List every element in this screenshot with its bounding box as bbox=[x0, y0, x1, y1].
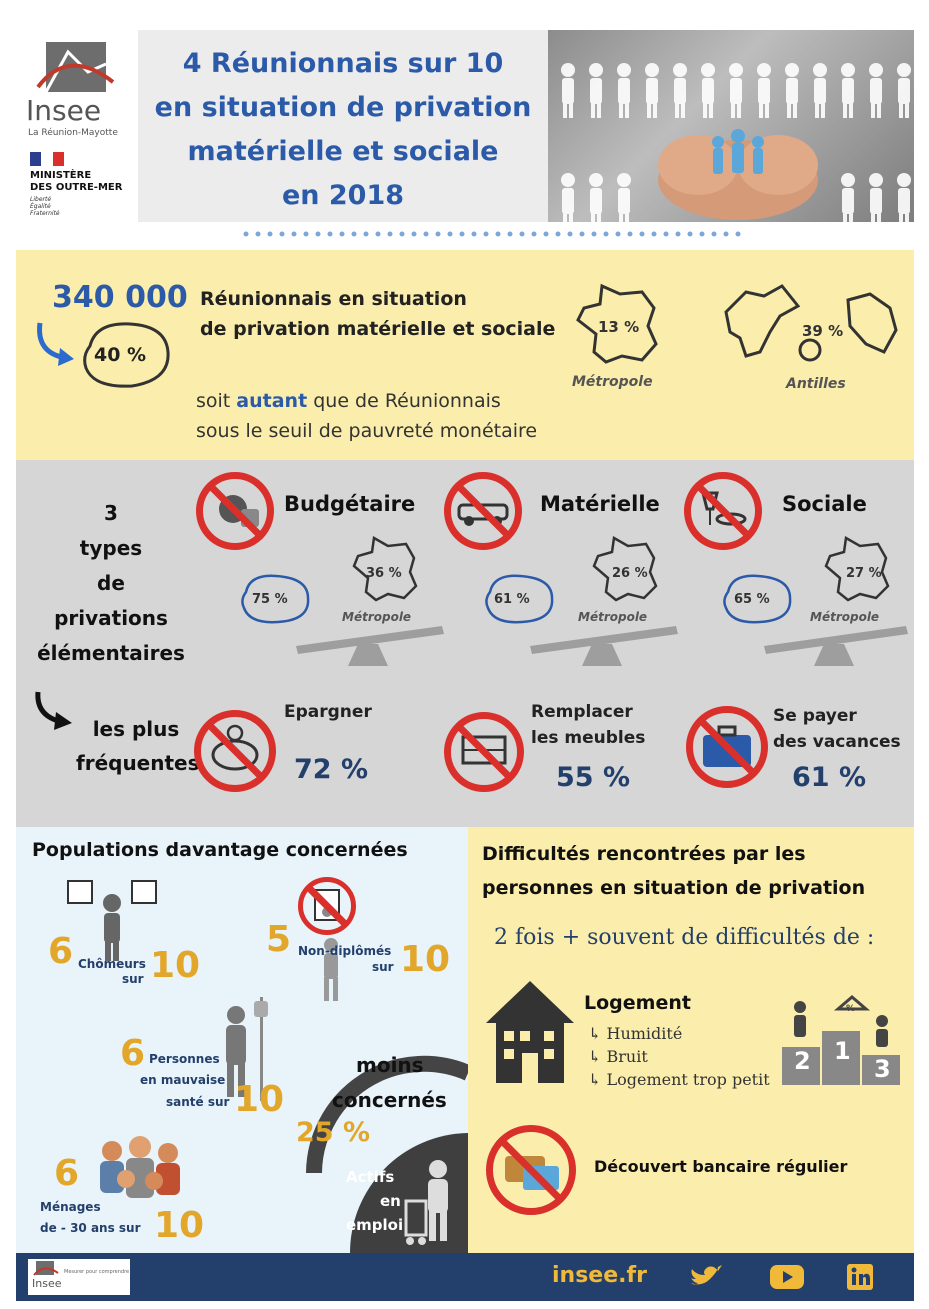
types-heading-3: de bbox=[97, 571, 125, 595]
frequent-pct-3: 61 % bbox=[792, 762, 867, 793]
moins-line1: moins bbox=[356, 1053, 424, 1077]
difficulties-section bbox=[468, 827, 914, 1253]
menages-label2: de - 30 ans sur bbox=[40, 1221, 141, 1235]
type-sociale bbox=[684, 470, 914, 670]
logement-item-1-text: Humidité bbox=[606, 1024, 683, 1043]
no-savings-piggy-icon bbox=[194, 710, 276, 792]
page-title bbox=[138, 30, 548, 222]
types-heading-5: élémentaires bbox=[37, 641, 185, 665]
frequent-heading-1: les plus bbox=[92, 717, 180, 741]
non-diplomes-n: 5 bbox=[266, 919, 292, 960]
types-heading-2: types bbox=[79, 536, 143, 560]
motto-1: Liberté bbox=[30, 196, 52, 203]
overview-count: 340 000 bbox=[52, 280, 188, 315]
decouvert-label: Découvert bancaire régulier bbox=[594, 1157, 848, 1176]
frequent-label-3a: Se payer bbox=[773, 706, 857, 726]
linkedin-icon[interactable] bbox=[846, 1263, 874, 1291]
actifs-line2: en bbox=[380, 1192, 401, 1210]
overview-note-line2: sous le seuil de pauvreté monétaire bbox=[196, 420, 538, 442]
title-line-1: 4 Réunionnais sur 10 bbox=[182, 48, 504, 79]
type-name-sociale: Sociale bbox=[782, 492, 867, 516]
insee-logo-icon bbox=[28, 42, 118, 92]
podium-3: 3 bbox=[874, 1055, 891, 1083]
podium-badge: % bbox=[846, 1004, 856, 1014]
moins-line2: concernés bbox=[332, 1088, 447, 1112]
types-heading bbox=[16, 496, 206, 671]
header-photo-hands-family bbox=[548, 30, 914, 222]
frequent-heading bbox=[76, 712, 200, 780]
french-flag-icon bbox=[30, 152, 64, 166]
logement-item-1 bbox=[588, 1024, 682, 1043]
no-furniture-icon bbox=[444, 712, 524, 792]
logement-item-2 bbox=[588, 1047, 648, 1066]
types-heading-4: privations bbox=[54, 606, 168, 630]
type-materielle bbox=[444, 470, 684, 670]
antilles-pct: 39 % bbox=[802, 322, 844, 340]
note-prefix: soit bbox=[196, 390, 237, 412]
title-line-4: en 2018 bbox=[281, 180, 405, 211]
footer-insee-logo[interactable] bbox=[28, 1259, 130, 1295]
difficulties-heading-2: personnes en situation de privation bbox=[482, 877, 866, 899]
difficulties-heading-1: Difficultés rencontrées par les bbox=[482, 843, 806, 865]
menages-d: 10 bbox=[154, 1205, 205, 1246]
no-money-icon bbox=[196, 472, 274, 550]
insee-logo-sub: La Réunion-Mayotte bbox=[28, 128, 118, 138]
metropole-label: Métropole bbox=[572, 374, 653, 390]
menages-label1: Ménages bbox=[40, 1200, 101, 1214]
note-highlight: autant bbox=[236, 390, 308, 412]
overview-section bbox=[16, 250, 914, 460]
logement-title: Logement bbox=[584, 992, 691, 1014]
dotted-divider bbox=[242, 230, 742, 238]
type-name-materielle: Matérielle bbox=[540, 492, 660, 516]
type-budgetaire bbox=[196, 470, 436, 670]
hook-arrow-icon: ↳ bbox=[588, 1070, 607, 1089]
sante-label2: en mauvaise bbox=[140, 1073, 226, 1087]
logement-item-3 bbox=[588, 1070, 770, 1089]
non-diplomes-label2: sur bbox=[372, 960, 394, 974]
actifs-pct: 25 % bbox=[296, 1117, 371, 1148]
type-metropole-label: Métropole bbox=[578, 610, 648, 624]
difficulties-subheading: 2 fois + souvent de difficultés de : bbox=[494, 925, 875, 950]
no-diploma-icon bbox=[298, 877, 356, 935]
chomeurs-label2: sur bbox=[122, 972, 144, 986]
frequent-pct-1: 72 % bbox=[294, 754, 369, 785]
overview-count-text-2: de privation matérielle et sociale bbox=[200, 318, 556, 340]
type-name-budgetaire: Budgétaire bbox=[284, 492, 416, 516]
footer-logo-text: Insee bbox=[32, 1277, 62, 1290]
type-metropole-label: Métropole bbox=[342, 610, 412, 624]
frequent-pct-2: 55 % bbox=[556, 762, 631, 793]
frequent-heading-2: fréquentes bbox=[76, 751, 200, 775]
non-diplomes-d: 10 bbox=[400, 939, 451, 980]
worker-trolley-icon bbox=[402, 1157, 464, 1251]
populations-heading: Populations davantage concernées bbox=[32, 839, 408, 861]
curved-arrow-icon bbox=[30, 318, 80, 368]
motto-3: Fraternité bbox=[30, 210, 60, 217]
antilles-label: Antilles bbox=[786, 376, 846, 392]
type-metropole-pct: 36 % bbox=[366, 566, 402, 581]
overview-note-line1 bbox=[196, 390, 501, 412]
no-meal-icon bbox=[684, 472, 762, 550]
motto-2: Égalité bbox=[30, 203, 51, 210]
logement-item-2-text: Bruit bbox=[606, 1047, 648, 1066]
footer-logo-tagline: Mesurer pour comprendre bbox=[64, 1269, 130, 1275]
frequent-label-3b: des vacances bbox=[773, 732, 901, 752]
seesaw-icon bbox=[292, 620, 452, 670]
sante-n: 6 bbox=[120, 1033, 146, 1074]
reunion-pct: 40 % bbox=[94, 344, 147, 366]
chomeurs-label1: Chômeurs bbox=[78, 957, 146, 971]
frequent-label-2a: Remplacer bbox=[531, 702, 633, 722]
type-metropole-label: Métropole bbox=[810, 610, 880, 624]
paper-family-icon bbox=[548, 30, 914, 222]
type-metropole-pct: 26 % bbox=[612, 566, 648, 581]
seesaw-icon bbox=[760, 620, 912, 670]
no-bank-card-icon bbox=[486, 1125, 576, 1215]
unemployed-person-icon bbox=[62, 873, 162, 963]
insee-logo-block bbox=[18, 42, 138, 222]
non-diplomes-label1: Non-diplômés bbox=[298, 944, 392, 958]
sante-label3: santé sur bbox=[166, 1095, 230, 1109]
ministry-line2: DES OUTRE-MER bbox=[30, 182, 123, 193]
youtube-icon[interactable] bbox=[768, 1263, 806, 1291]
seesaw-icon bbox=[526, 620, 686, 670]
sante-d: 10 bbox=[234, 1079, 285, 1120]
hook-arrow-icon: ↳ bbox=[588, 1024, 607, 1043]
title-line-2: en situation de privation bbox=[154, 92, 532, 123]
no-car-icon bbox=[444, 472, 522, 550]
frequent-label-1: Epargner bbox=[284, 702, 372, 722]
chomeurs-d: 10 bbox=[150, 945, 201, 986]
no-vacation-suitcase-icon bbox=[686, 706, 768, 788]
young-household-icon bbox=[90, 1133, 190, 1213]
actifs-line3: emploi bbox=[346, 1216, 404, 1234]
insee-logo-icon bbox=[32, 1261, 60, 1277]
actifs-line1: Actifs bbox=[346, 1168, 395, 1186]
hook-arrow-icon: ↳ bbox=[588, 1047, 607, 1066]
curved-arrow-icon bbox=[32, 688, 78, 734]
footer-site-link[interactable]: insee.fr bbox=[552, 1263, 647, 1288]
metropole-pct: 13 % bbox=[598, 318, 640, 336]
title-line-3: matérielle et sociale bbox=[187, 136, 499, 167]
types-heading-1: 3 bbox=[104, 501, 118, 525]
type-reunion-pct: 75 % bbox=[252, 592, 288, 607]
chomeurs-n: 6 bbox=[48, 931, 74, 972]
sante-label1: Personnes bbox=[149, 1052, 220, 1066]
podium-1: 1 bbox=[834, 1037, 851, 1065]
ministry-line1: MINISTÈRE bbox=[30, 170, 92, 181]
note-suffix: que de Réunionnais bbox=[307, 390, 501, 412]
footer bbox=[16, 1253, 914, 1301]
house-collage-icon bbox=[482, 977, 578, 1089]
twitter-icon[interactable] bbox=[688, 1263, 722, 1291]
types-section bbox=[16, 460, 914, 827]
populations-section bbox=[16, 827, 468, 1253]
overview-count-text-1: Réunionnais en situation bbox=[200, 288, 467, 310]
type-metropole-pct: 27 % bbox=[846, 566, 882, 581]
type-reunion-pct: 61 % bbox=[494, 592, 530, 607]
insee-logo-text: Insee bbox=[26, 94, 102, 127]
frequent-label-2b: les meubles bbox=[531, 728, 646, 748]
podium-2: 2 bbox=[794, 1047, 811, 1075]
type-reunion-pct: 65 % bbox=[734, 592, 770, 607]
logement-item-3-text: Logement trop petit bbox=[606, 1070, 770, 1089]
menages-n: 6 bbox=[54, 1153, 80, 1194]
